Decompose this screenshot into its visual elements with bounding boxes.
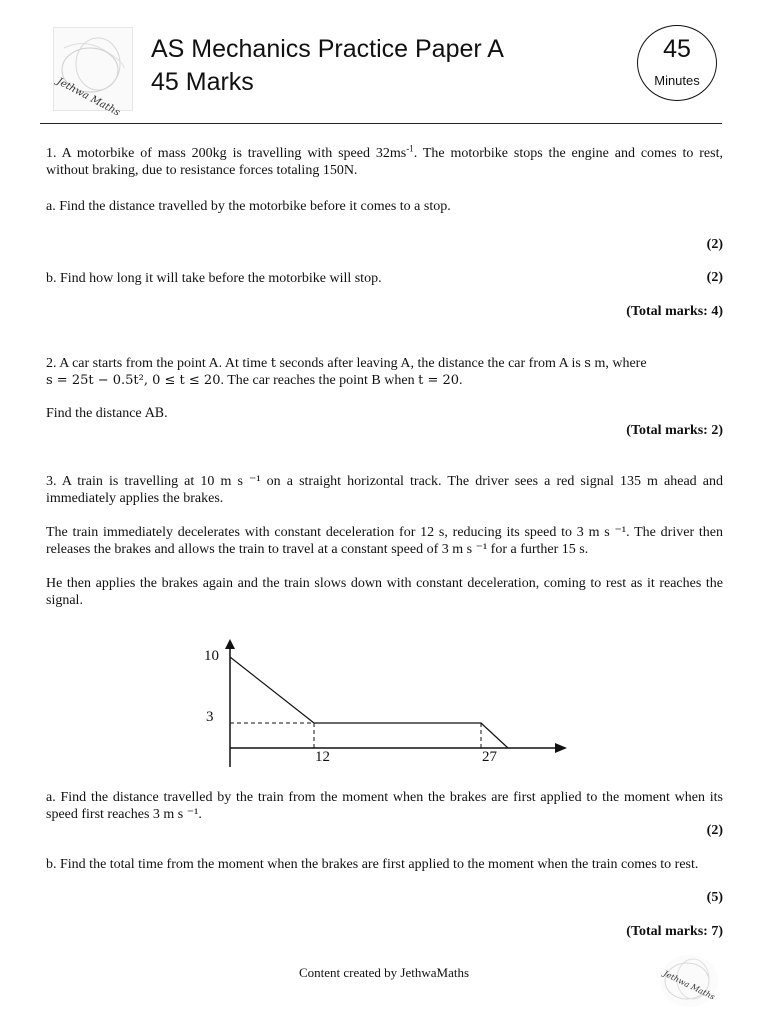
q1-part-b: b. Find how long it will take before the motorbike will stop. [46,271,382,286]
q2-find: Find the distance AB. [46,406,168,421]
logo-text: Jethwa Maths [54,76,122,119]
q1-intro: 1. A motorbike of mass 200kg is travelling with speed $32ms^{-1}$. The motorbike stops the engine and comes to rest, without braking, due to resistance forces totaling 150N. [46,143,723,178]
graph-line [230,657,508,748]
velocity-time-graph [190,635,580,770]
x-axis-arrowhead [555,743,567,753]
y-axis-arrowhead [225,639,235,649]
time-number: 45 [663,35,691,63]
q1-part-a-marks: (2) [706,237,723,252]
q1-part-a: a. Find the distance travelled by the motorbike before it comes to a stop. [46,199,451,214]
x-tick-label-27: 27 [482,749,497,765]
q3-part-b-marks: (5) [706,890,723,905]
q3-part-a-marks: (2) [706,823,723,838]
q3-part-b: b. Find the total time from the moment when the brakes are first applied to the moment when the train comes to rest. [46,857,699,872]
q1-total-marks: (Total marks: 4) [626,304,723,319]
y-tick-label-3: 3 [206,709,214,725]
q1-part-b-marks: (2) [706,270,723,285]
time-unit: Minutes [654,73,700,88]
time-circle [637,25,717,101]
q3-continuation: He then applies the brakes again and the train slows down with constant deceleration, coming to rest as it reaches the signal. [46,576,723,608]
footer-credit: Content created by JethwaMaths [298,965,470,980]
x-tick-label-12: 12 [315,749,330,765]
header-divider [40,123,722,124]
page-subtitle: 45 Marks [151,68,254,96]
q3-total-marks: (Total marks: 7) [626,924,723,939]
q3-description: The train immediately decelerates with constant deceleration for 12 s, reducing its speed to 3 m s ⁻¹. The driver then releases the brakes and allows the train to travel at a constant speed of 3 m s ⁻¹ for a further 15 s. [46,525,723,557]
q3-intro: 3. A train is travelling at 10 m s ⁻¹ on a straight horizontal track. The driver sees a red signal 135 m ahead and immediately applies the brakes. [46,474,723,506]
q2-line2: s = 25t − 0.5t², 0 ≤ t ≤ 20. The car reaches the point B when t = 20. [46,373,463,388]
header-logo [53,27,133,119]
q2-line1: 2. A car starts from the point A. At time t seconds after leaving A, the distance the car from A is s m, where [46,356,647,371]
q2-total-marks: (Total marks: 2) [626,423,723,438]
q3-part-a: a. Find the distance travelled by the train from the moment when the brakes are first applied to the moment when its speed first reaches 3 m s ⁻¹. [46,790,723,822]
footer-logo-text: Jethwa Maths [662,969,717,1002]
footer-logo [660,955,718,1007]
page-title: AS Mechanics Practice Paper A [151,35,504,63]
y-tick-label-10: 10 [204,648,219,664]
